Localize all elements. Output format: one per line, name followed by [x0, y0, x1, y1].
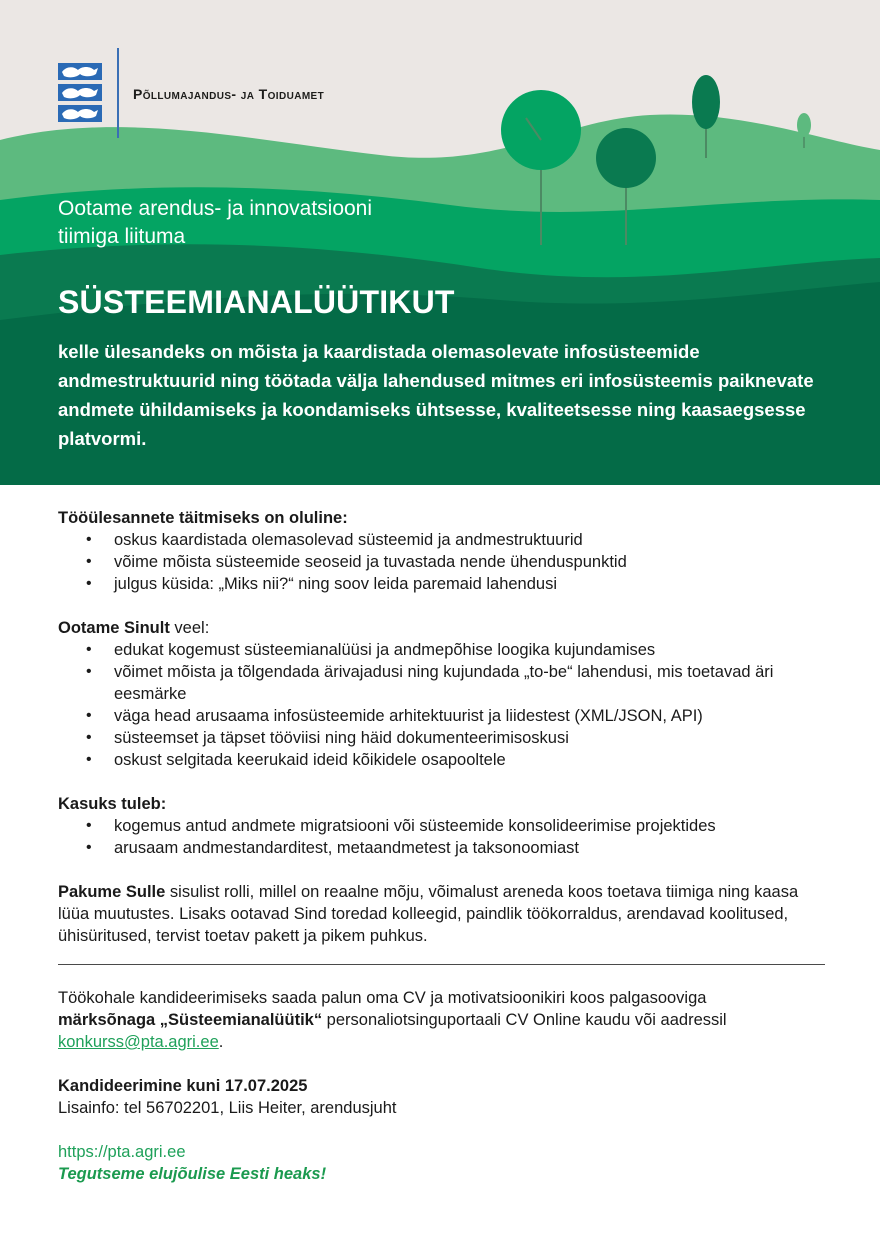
list-item: • edukat kogemust süsteemianalüüsi ja andmepõhise loogika kujundamises — [114, 639, 828, 661]
list-item: • oskust selgitada keerukaid ideid kõikidele osapooltele — [114, 749, 828, 771]
hero-intro — [58, 195, 518, 251]
list-item: • väga head arusaama infosüsteemide arhitektuurist ja liidestest (XML/JSON, API) — [114, 705, 828, 727]
website-link[interactable]: https://pta.agri.ee — [58, 1143, 186, 1161]
slogan: Tegutseme elujõulise Eesti heaks! — [58, 1165, 327, 1183]
apply-paragraph — [58, 987, 828, 1053]
email-link[interactable]: konkurss@pta.agri.ee — [58, 1033, 219, 1051]
contact-info: Lisainfo: tel 56702201, Liis Heiter, arendusjuht — [58, 1099, 397, 1117]
expect-list — [58, 639, 828, 771]
offer-paragraph — [58, 881, 828, 947]
bonus-list — [58, 815, 828, 859]
list-item: • julgus küsida: „Miks nii?“ ning soov leida paremaid lahendusi — [114, 573, 828, 595]
estonian-coat-of-arms-icon — [56, 60, 104, 126]
list-item: • arusaam andmestandarditest, metaandmetest ja taksonoomiast — [114, 837, 828, 859]
apply-text-2: personaliotsinguportaali CV Online kaudu või aadressil — [322, 1011, 727, 1029]
deadline-block — [58, 1075, 828, 1119]
list-item: • oskus kaardistada olemasolevad süsteemid ja andmestruktuurid — [114, 529, 828, 551]
expect-section — [58, 617, 828, 771]
expect-heading — [58, 617, 828, 639]
intro-line-1: Ootame arendus- ja innovatsiooni — [58, 197, 373, 220]
email-end: . — [218, 1033, 224, 1051]
bonus-section — [58, 793, 828, 859]
logo-divider — [117, 48, 119, 138]
bonus-heading: Kasuks tuleb: — [58, 795, 167, 813]
tasks-list — [58, 529, 828, 595]
expect-heading-bold: Ootame Sinult — [58, 619, 170, 637]
application-info — [58, 987, 828, 1185]
list-item: • süsteemset ja täpset tööviisi ning häid dokumenteerimisoskusi — [114, 727, 828, 749]
website-block — [58, 1141, 828, 1185]
deadline: Kandideerimine kuni 17.07.2025 — [58, 1077, 308, 1095]
tasks-heading: Tööülesannete täitmiseks on oluline: — [58, 509, 348, 527]
list-item: • võimet mõista ja tõlgendada ärivajadusi ning kujundada „to-be“ lahendusi, mis toetavad äri eesmärke — [114, 661, 828, 705]
expect-heading-rest: veel: — [169, 619, 210, 637]
job-description: kelle ülesandeks on mõista ja kaardistada olemasolevate infosüsteemide andmestruktuurid ning töötada välja lahendused mitmes eri infosüsteemis paiknevate andmete ühildamiseks ja koondamiseks ühtsesse, kvaliteetsesse ning kaasaegsesse platvormi. — [58, 341, 814, 449]
offer-text: sisulist rolli, millel on reaalne mõju, võimalust areneda koos toetava tiimiga ning kaasa lüüa muutustes. Lisaks ootavad Sind toredad kolleegid, paindlik töökorraldus, arendavad koolitused, ühisüritused, tervist toetav pakett ja pikem puhkus. — [58, 883, 799, 945]
intro-line-2: tiimiga liituma — [58, 225, 186, 248]
apply-keyword: märksõnaga „Süsteemianalüütik“ — [58, 1011, 323, 1029]
job-title: SÜSTEEMIANALÜÜTIKUT — [58, 284, 455, 320]
tasks-section — [58, 507, 828, 595]
apply-text: Töökohale kandideerimiseks saada palun oma CV ja motivatsioonikiri koos palgasooviga — [58, 989, 707, 1007]
section-divider — [58, 964, 825, 965]
hero-banner — [0, 0, 880, 485]
list-item: • võime mõista süsteemide seoseid ja tuvastada nende ühenduspunktid — [114, 551, 828, 573]
agency-name: Põllumajandus- ja Toiduamet — [133, 86, 325, 102]
list-item: • kogemus antud andmete migratsiooni või süsteemide konsolideerimise projektides — [114, 815, 828, 837]
job-details — [58, 507, 828, 947]
offer-bold: Pakume Sulle — [58, 883, 166, 901]
